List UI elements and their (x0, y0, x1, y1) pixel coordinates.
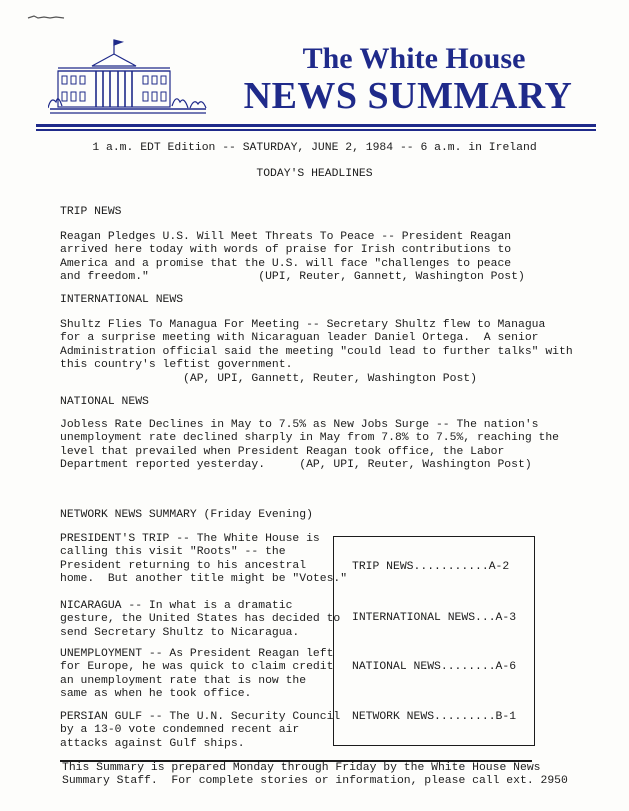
masthead-title-line2: NEWS SUMMARY (243, 75, 573, 117)
edition-line: 1 a.m. EDT Edition -- SATURDAY, JUNE 2, 1984 -- 6 a.m. in Ireland (92, 142, 537, 154)
masthead-rule-thick (36, 124, 596, 127)
index-entry-network: NETWORK NEWS.........B-1 (352, 711, 517, 723)
footer-note: This Summary is prepared Monday through Friday by the White House News Summary Staff. For complete stories or information, please call ext. 2950 (62, 762, 568, 788)
ink-smudge (26, 14, 66, 20)
section-heading-international: INTERNATIONAL NEWS (60, 294, 184, 306)
network-news-heading: NETWORK NEWS SUMMARY (Friday Evening) (60, 509, 313, 521)
index-box (333, 536, 535, 746)
network-item-presidents-trip: PRESIDENT'S TRIP -- The White House is calling this visit "Roots" -- the President returning to his ancestral home. But another title might be "Votes." (60, 533, 348, 586)
index-entry-international: INTERNATIONAL NEWS...A-3 (352, 612, 517, 624)
network-item-nicaragua: NICARAGUA -- In what is a dramatic gesture, the United States has decided to send Secretary Shultz to Nicaragua. (60, 600, 341, 639)
section-heading-national: NATIONAL NEWS (60, 396, 149, 408)
section-heading-trip: TRIP NEWS (60, 206, 122, 218)
masthead-title-line1: The White House (302, 42, 526, 75)
white-house-logo-icon (48, 36, 208, 120)
story-international: Shultz Flies To Managua For Meeting -- Secretary Shultz flew to Managua for a surprise meeting with Nicaraguan leader Daniel Ortega. A senior Administration official said the meeting "could lead to further talks" with this country's leftist government. (AP, UPI, Gannett, Reuter, Washington Post) (60, 319, 573, 385)
index-entry-national: NATIONAL NEWS........A-6 (352, 661, 517, 673)
index-entry-trip: TRIP NEWS...........A-2 (352, 561, 510, 573)
story-trip: Reagan Pledges U.S. Will Meet Threats To Peace -- President Reagan arrived here today with words of praise for Irish contributions to America and a promise that the U.S. will face "challenges to peace and freedom." (UPI, Reuter, Gannett, Washington Post) (60, 231, 525, 284)
network-item-persian-gulf: PERSIAN GULF -- The U.N. Security Council by a 13-0 vote condemned recent air attacks against Gulf ships. (60, 711, 341, 750)
masthead-rule-thin (36, 129, 596, 131)
network-item-unemployment: UNEMPLOYMENT -- As President Reagan left for Europe, he was quick to claim credit an unemployment rate that is now the same as when he took office. (60, 648, 334, 701)
headlines-title: TODAY'S HEADLINES (256, 168, 373, 180)
story-national: Jobless Rate Declines in May to 7.5% as New Jobs Surge -- The nation's unemployment rate declined sharply in May from 7.8% to 7.5%, reaching the level that prevailed when President Reagan took office, the Labor Department reported yesterday. (AP, UPI, Reuter, Washington Post) (60, 419, 559, 472)
masthead (0, 0, 629, 140)
